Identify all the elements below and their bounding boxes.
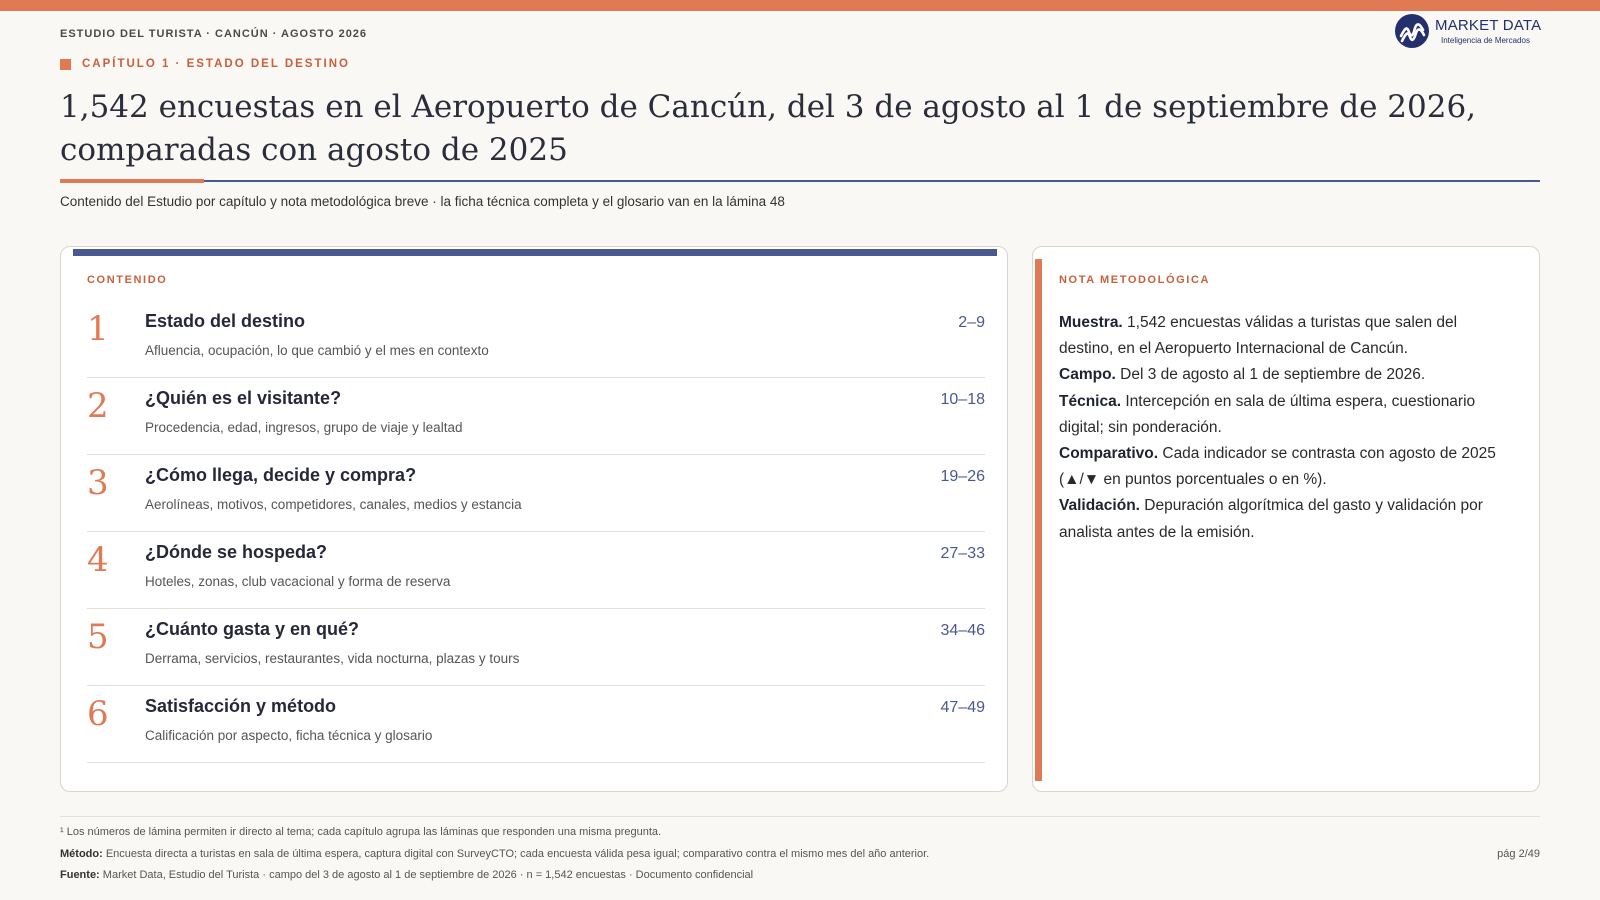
note-accent-bar	[1035, 259, 1042, 781]
note-term-validation: Validación.	[1059, 497, 1140, 515]
method-line	[60, 848, 929, 860]
title-divider-accent	[60, 179, 204, 183]
contents-card	[60, 246, 1008, 792]
toc-item-number: 1	[87, 309, 109, 349]
toc-item-5[interactable]	[87, 609, 985, 686]
toc-item-pages[interactable]: 19–26	[940, 468, 985, 485]
page-subtitle: Contenido del Estudio por capítulo y nota metodológica breve · la ficha técnica completa y el glosario van en la lámina 48	[60, 194, 785, 209]
source-label: Fuente:	[60, 869, 100, 881]
chapter-marker	[60, 58, 350, 70]
toc-item-number: 3	[87, 463, 109, 503]
footnote: ¹ Los números de lámina permiten ir directo al tema; cada capítulo agrupa las láminas que responden una misma pregunta.	[60, 826, 662, 838]
contents-heading: CONTENIDO	[87, 274, 168, 286]
toc-item-title: ¿Cuánto gasta y en qué?	[145, 619, 360, 639]
logo-tagline: Inteligencia de Mercados	[1441, 35, 1530, 45]
note-term-sample: Muestra.	[1059, 314, 1123, 331]
toc-item-title: Satisfacción y método	[145, 696, 337, 716]
toc-item-description: Aerolíneas, motivos, competidores, canales, medios y estancia	[145, 497, 522, 512]
page-number: pág 2/49	[1497, 848, 1540, 860]
toc-item-2[interactable]	[87, 378, 985, 455]
top-accent-bar	[0, 0, 1600, 11]
source-line	[60, 869, 753, 881]
chapter-square-icon	[60, 59, 71, 70]
footer-divider	[60, 816, 1540, 817]
report-eyebrow: ESTUDIO DEL TURISTA · CANCÚN · AGOSTO 2026	[60, 28, 368, 40]
toc-item-4[interactable]	[87, 532, 985, 609]
toc-item-description: Derrama, servicios, restaurantes, vida nocturna, plazas y tours	[145, 651, 520, 666]
toc-item-pages[interactable]: 34–46	[940, 622, 985, 639]
toc-item-number: 4	[87, 540, 109, 580]
market-data-logo	[1395, 14, 1541, 48]
methodology-note-card	[1032, 246, 1540, 792]
chapter-label: CAPÍTULO 1 · ESTADO DEL DESTINO	[82, 58, 350, 70]
toc-item-pages[interactable]: 10–18	[940, 391, 985, 408]
toc-item-description: Procedencia, edad, ingresos, grupo de viaje y lealtad	[145, 420, 463, 435]
title-divider	[60, 180, 1540, 182]
toc-item-pages[interactable]: 47–49	[940, 699, 985, 716]
logo-brand-text: MARKET DATA	[1435, 16, 1542, 34]
toc-item-3[interactable]	[87, 455, 985, 532]
toc-item-6[interactable]	[87, 686, 985, 763]
toc-item-title: ¿Dónde se hospeda?	[145, 542, 328, 562]
note-text-comparison: Cada indicador se contrasta con agosto de 2025 (▲/▼ en puntos porcentuales o en %).	[1059, 445, 1496, 489]
toc-item-title: Estado del destino	[145, 311, 306, 331]
toc-item-1[interactable]	[87, 301, 985, 378]
toc-item-description: Hoteles, zonas, club vacacional y forma de reserva	[145, 574, 451, 589]
toc-item-description: Afluencia, ocupación, lo que cambió y el mes en contexto	[145, 343, 489, 358]
contents-list	[87, 301, 985, 763]
note-text-validation: Depuración algorítmica del gasto y validación por analista antes de la emisión.	[1059, 497, 1483, 541]
methodology-note-body	[1059, 310, 1509, 546]
toc-item-number: 6	[87, 694, 109, 734]
note-text-field: Del 3 de agosto al 1 de septiembre de 2026.	[1115, 366, 1426, 384]
toc-item-pages[interactable]: 2–9	[958, 314, 985, 331]
logo-mark-icon	[1395, 14, 1429, 48]
toc-item-title: ¿Quién es el visitante?	[145, 388, 342, 408]
toc-item-description: Calificación por aspecto, ficha técnica y glosario	[145, 728, 433, 743]
note-term-comparison: Comparativo.	[1059, 445, 1159, 463]
toc-item-number: 2	[87, 386, 109, 426]
note-term-field: Campo.	[1059, 366, 1116, 384]
contents-card-top-bar	[73, 249, 997, 256]
toc-item-title: ¿Cómo llega, decide y compra?	[145, 465, 417, 485]
note-term-technique: Técnica.	[1059, 392, 1122, 410]
source-text: Market Data, Estudio del Turista · campo del 3 de agosto al 1 de septiembre de 2026 · n = 1,542 encuestas · Documento confidencial	[99, 869, 754, 881]
note-text-sample: 1,542 encuestas válidas a turistas que salen del destino, en el Aeropuerto Internacional de Cancún.	[1059, 314, 1458, 358]
toc-item-number: 5	[87, 617, 109, 657]
toc-item-pages[interactable]: 27–33	[940, 545, 985, 562]
page-title: 1,542 encuestas en el Aeropuerto de Cancún, del 3 de agosto al 1 de septiembre de 2026, comparadas con agosto de 2025	[60, 89, 1477, 168]
method-label: Método:	[60, 848, 103, 860]
methodology-note-heading: NOTA METODOLÓGICA	[1059, 274, 1211, 286]
method-text: Encuesta directa a turistas en sala de última espera, captura digital con SurveyCTO; cada encuesta válida pesa igual; comparativo contra el mismo mes del año anterior.	[102, 848, 930, 860]
note-text-technique: Intercepción en sala de última espera, cuestionario digital; sin ponderación.	[1059, 392, 1476, 436]
